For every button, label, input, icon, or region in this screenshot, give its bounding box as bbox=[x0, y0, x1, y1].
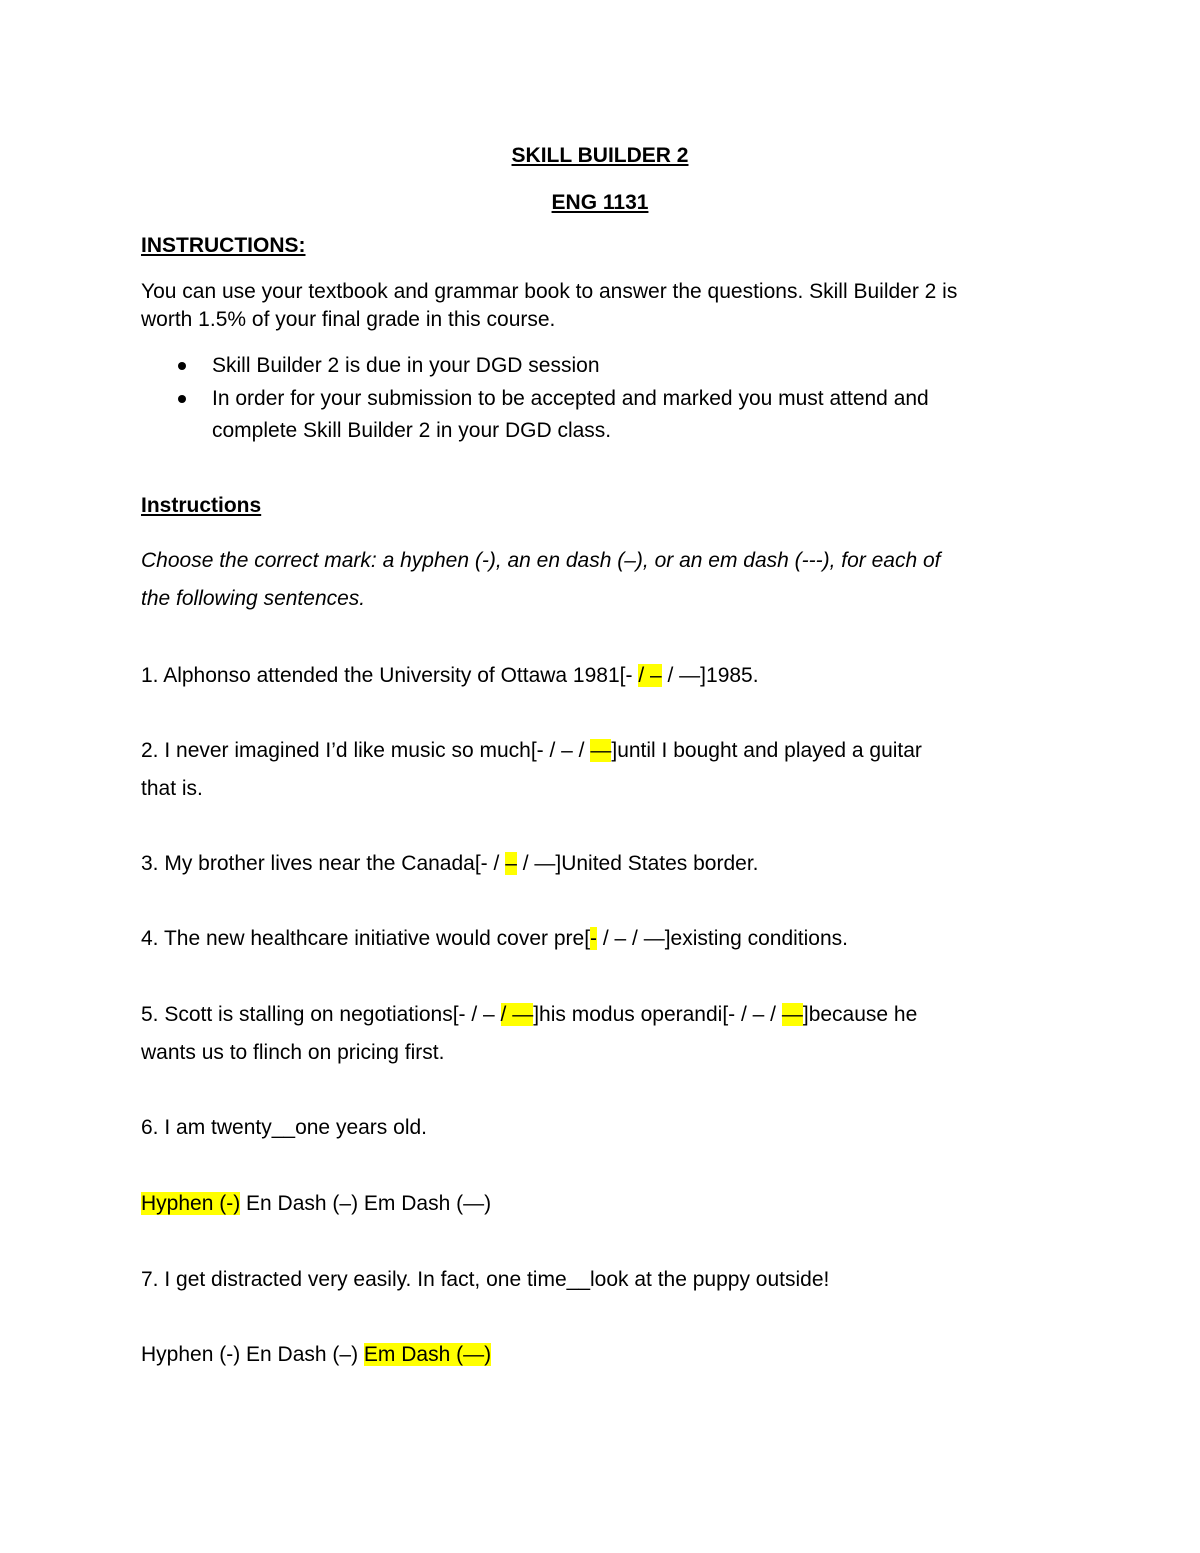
prompt-line-1: Choose the correct mark: a hyphen (-), an en dash (–), or an em dash (---), for each of bbox=[141, 549, 941, 572]
bullet-item-attend-line-1: In order for your submission to be accepted and marked you must attend and bbox=[212, 387, 929, 410]
highlighted-answer: - bbox=[590, 927, 598, 950]
document-title: SKILL BUILDER 2 bbox=[511, 144, 689, 167]
bullet-item-due: Skill Builder 2 is due in your DGD session bbox=[212, 354, 600, 377]
question-6-options: Hyphen (-) En Dash (–) Em Dash (—) bbox=[141, 1192, 492, 1215]
bullet-icon bbox=[178, 362, 186, 370]
prompt-line-2: the following sentences. bbox=[141, 587, 366, 610]
intro-line-1: You can use your textbook and grammar book to answer the questions. Skill Builder 2 is bbox=[141, 280, 958, 303]
question-3: 3. My brother lives near the Canada[- / – / —]United States border. bbox=[141, 852, 759, 875]
highlighted-answer: Hyphen (-) bbox=[141, 1192, 241, 1215]
question-4: 4. The new healthcare initiative would cover pre[- / – / —]existing conditions. bbox=[141, 927, 848, 950]
question-2: 2. I never imagined I’d like music so much[- / – / —]until I bought and played a guitar bbox=[141, 739, 922, 762]
question-7: 7. I get distracted very easily. In fact, one time__look at the puppy outside! bbox=[141, 1268, 830, 1291]
question-7-options: Hyphen (-) En Dash (–) Em Dash (—) bbox=[141, 1343, 492, 1366]
highlighted-answer: Em Dash (—) bbox=[363, 1343, 492, 1366]
question-5: 5. Scott is stalling on negotiations[- / – / —]his modus operandi[- / – / —]because he bbox=[141, 1003, 918, 1026]
highlighted-answer: — bbox=[590, 739, 612, 762]
section-heading: Instructions bbox=[141, 494, 262, 517]
question-5-line-2: wants us to flinch on pricing first. bbox=[141, 1041, 445, 1064]
bullet-icon bbox=[178, 395, 186, 403]
highlighted-answer: / — bbox=[500, 1003, 534, 1026]
question-2-line-2: that is. bbox=[141, 777, 203, 800]
highlighted-answer: — bbox=[781, 1003, 803, 1026]
bullet-item-attend-line-2: complete Skill Builder 2 in your DGD class. bbox=[212, 419, 612, 442]
highlighted-answer: / – bbox=[638, 664, 662, 687]
intro-line-2: worth 1.5% of your final grade in this course. bbox=[141, 308, 556, 331]
course-code: ENG 1131 bbox=[551, 191, 649, 214]
question-6: 6. I am twenty__one years old. bbox=[141, 1116, 427, 1139]
instructions-heading: INSTRUCTIONS: bbox=[141, 234, 306, 257]
highlighted-answer: – bbox=[505, 852, 517, 875]
question-1: 1. Alphonso attended the University of Ottawa 1981[- / – / —]1985. bbox=[141, 664, 759, 687]
